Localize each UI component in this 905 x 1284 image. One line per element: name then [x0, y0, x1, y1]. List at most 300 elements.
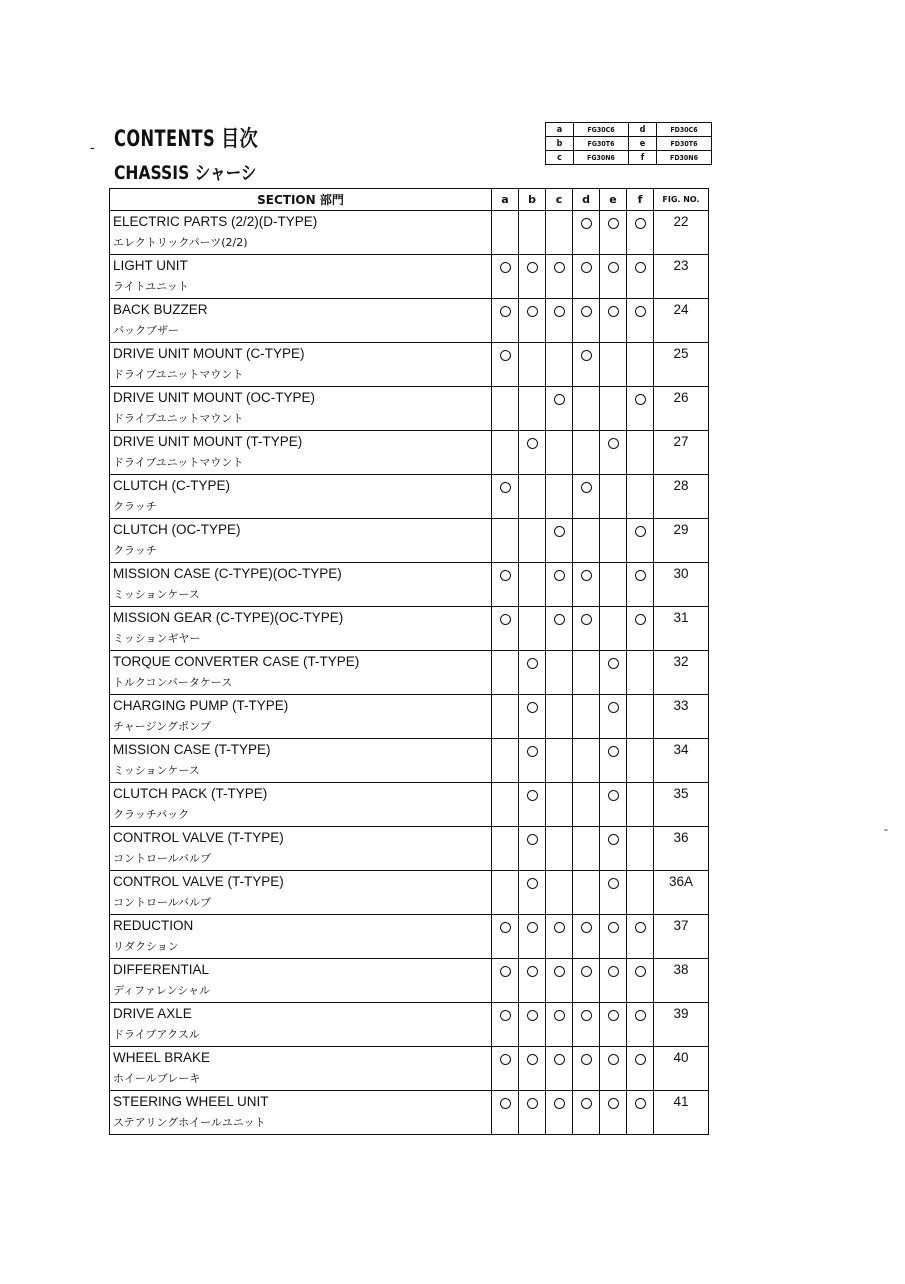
applicability-cell-e [600, 563, 627, 607]
fig-number: 40 [654, 1047, 709, 1091]
legend-row [546, 137, 712, 151]
applicable-circle-icon [500, 922, 511, 933]
table-row [110, 915, 709, 959]
applicability-cell-e [600, 387, 627, 431]
applicability-cell-d [573, 1047, 600, 1091]
section-cell [110, 1003, 492, 1047]
section-name-en: ELECTRIC PARTS (2/2)(D-TYPE) [113, 214, 318, 229]
fig-number: 37 [654, 915, 709, 959]
applicable-circle-icon [581, 614, 592, 625]
section-name-jp: クラッチ [113, 544, 157, 557]
table-row [110, 211, 709, 255]
fig-number: 29 [654, 519, 709, 563]
table-row [110, 475, 709, 519]
section-cell [110, 827, 492, 871]
fig-number: 33 [654, 695, 709, 739]
table-row [110, 739, 709, 783]
applicability-cell-a [492, 695, 519, 739]
table-row [110, 299, 709, 343]
applicability-cell-d [573, 299, 600, 343]
applicability-cell-a [492, 959, 519, 1003]
applicable-circle-icon [608, 702, 619, 713]
applicability-cell-c [546, 827, 573, 871]
applicability-cell-a [492, 475, 519, 519]
section-cell [110, 343, 492, 387]
applicability-cell-a [492, 387, 519, 431]
applicability-cell-b [519, 783, 546, 827]
applicability-cell-c [546, 343, 573, 387]
applicability-cell-f [627, 827, 654, 871]
applicability-cell-d [573, 475, 600, 519]
section-cell [110, 387, 492, 431]
applicability-cell-e [600, 1003, 627, 1047]
section-name-en: DIFFERENTIAL [113, 962, 210, 977]
applicable-circle-icon [581, 1098, 592, 1109]
applicability-cell-c [546, 783, 573, 827]
section-name-jp: ディファレンシャル [113, 984, 211, 997]
applicability-cell-e [600, 959, 627, 1003]
applicability-cell-a [492, 783, 519, 827]
legend-model: FG30T6 [574, 137, 629, 151]
applicability-cell-b [519, 563, 546, 607]
fig-number: 27 [654, 431, 709, 475]
applicability-cell-f [627, 915, 654, 959]
applicability-cell-e [600, 519, 627, 563]
section-name-jp: ドライブユニットマウント [113, 412, 244, 425]
table-row [110, 387, 709, 431]
applicable-circle-icon [635, 922, 646, 933]
applicable-circle-icon [500, 570, 511, 581]
applicability-cell-c [546, 1047, 573, 1091]
applicable-circle-icon [500, 262, 511, 273]
fig-no-header: FIG. NO. [654, 189, 709, 211]
section-cell [110, 651, 492, 695]
applicability-cell-d [573, 343, 600, 387]
applicable-circle-icon [581, 218, 592, 229]
table-row [110, 1003, 709, 1047]
section-name-en: CLUTCH (OC-TYPE) [113, 522, 241, 537]
applicable-circle-icon [554, 966, 565, 977]
applicability-cell-c [546, 915, 573, 959]
applicability-cell-a [492, 1091, 519, 1135]
applicability-cell-e [600, 607, 627, 651]
section-cell [110, 871, 492, 915]
table-row [110, 431, 709, 475]
legend-row [546, 123, 712, 137]
applicable-circle-icon [527, 966, 538, 977]
section-cell [110, 563, 492, 607]
applicability-cell-d [573, 783, 600, 827]
applicability-cell-a [492, 431, 519, 475]
applicable-circle-icon [527, 834, 538, 845]
applicability-cell-d [573, 871, 600, 915]
legend-key: f [629, 151, 657, 165]
applicable-circle-icon [581, 1054, 592, 1065]
applicable-circle-icon [581, 482, 592, 493]
applicability-cell-d [573, 1091, 600, 1135]
fig-number: 30 [654, 563, 709, 607]
applicability-cell-e [600, 431, 627, 475]
applicable-circle-icon [527, 746, 538, 757]
applicable-circle-icon [527, 1054, 538, 1065]
applicable-circle-icon [608, 878, 619, 889]
applicability-cell-f [627, 563, 654, 607]
applicability-cell-c [546, 959, 573, 1003]
applicable-circle-icon [608, 922, 619, 933]
applicability-cell-a [492, 519, 519, 563]
applicability-cell-f [627, 211, 654, 255]
applicability-cell-b [519, 343, 546, 387]
applicability-cell-e [600, 1047, 627, 1091]
section-name-jp: チャージングポンプ [113, 720, 211, 733]
section-cell [110, 211, 492, 255]
legend-key: a [546, 123, 574, 137]
applicability-cell-d [573, 431, 600, 475]
applicability-cell-e [600, 695, 627, 739]
applicability-cell-c [546, 255, 573, 299]
applicable-circle-icon [635, 1054, 646, 1065]
fig-number: 31 [654, 607, 709, 651]
section-cell [110, 431, 492, 475]
section-cell [110, 1047, 492, 1091]
applicability-cell-d [573, 387, 600, 431]
section-cell [110, 783, 492, 827]
applicability-cell-c [546, 519, 573, 563]
section-cell [110, 959, 492, 1003]
table-row [110, 343, 709, 387]
applicability-cell-c [546, 739, 573, 783]
applicability-cell-a [492, 299, 519, 343]
legend-model: FG30C6 [574, 123, 629, 137]
applicability-cell-e [600, 915, 627, 959]
legend-model: FD30N6 [657, 151, 712, 165]
applicable-circle-icon [500, 350, 511, 361]
applicability-cell-a [492, 607, 519, 651]
section-name-jp: ドライブアクスル [113, 1028, 200, 1041]
applicability-cell-b [519, 211, 546, 255]
table-row [110, 783, 709, 827]
col-header-b: b [519, 189, 546, 211]
applicability-cell-f [627, 343, 654, 387]
applicable-circle-icon [500, 482, 511, 493]
applicable-circle-icon [581, 1010, 592, 1021]
applicability-cell-a [492, 343, 519, 387]
applicability-cell-c [546, 695, 573, 739]
table-row [110, 827, 709, 871]
applicable-circle-icon [554, 394, 565, 405]
applicability-cell-a [492, 563, 519, 607]
applicable-circle-icon [527, 1010, 538, 1021]
section-name-jp: ミッションギヤー [113, 632, 201, 645]
section-name-en: MISSION CASE (C-TYPE)(OC-TYPE) [113, 566, 342, 581]
applicable-circle-icon [500, 614, 511, 625]
section-name-en: STEERING WHEEL UNIT [113, 1094, 269, 1109]
applicable-circle-icon [554, 922, 565, 933]
legend-key: d [629, 123, 657, 137]
applicability-cell-f [627, 651, 654, 695]
applicability-cell-e [600, 871, 627, 915]
applicable-circle-icon [554, 1098, 565, 1109]
applicability-cell-f [627, 431, 654, 475]
applicable-circle-icon [608, 1098, 619, 1109]
fig-number: 24 [654, 299, 709, 343]
applicability-cell-f [627, 607, 654, 651]
table-row [110, 607, 709, 651]
applicable-circle-icon [554, 306, 565, 317]
section-name-jp: コントロールバルブ [113, 896, 212, 909]
table-header-row [110, 189, 709, 211]
applicable-circle-icon [527, 878, 538, 889]
applicable-circle-icon [554, 570, 565, 581]
table-row [110, 1091, 709, 1135]
applicability-cell-b [519, 1003, 546, 1047]
applicability-cell-f [627, 871, 654, 915]
table-row [110, 651, 709, 695]
table-row [110, 695, 709, 739]
applicability-cell-a [492, 211, 519, 255]
applicability-cell-f [627, 387, 654, 431]
applicability-cell-d [573, 607, 600, 651]
applicability-cell-b [519, 387, 546, 431]
section-name-en: WHEEL BRAKE [113, 1050, 211, 1065]
applicability-cell-b [519, 431, 546, 475]
applicability-cell-a [492, 739, 519, 783]
applicable-circle-icon [527, 1098, 538, 1109]
applicable-circle-icon [608, 790, 619, 801]
applicability-cell-e [600, 739, 627, 783]
section-name-en: CLUTCH PACK (T-TYPE) [113, 786, 268, 801]
applicable-circle-icon [608, 218, 619, 229]
applicability-cell-e [600, 211, 627, 255]
applicability-cell-b [519, 651, 546, 695]
applicability-cell-f [627, 1047, 654, 1091]
applicable-circle-icon [527, 438, 538, 449]
contents-table [109, 188, 709, 1135]
applicable-circle-icon [527, 790, 538, 801]
applicable-circle-icon [554, 614, 565, 625]
applicability-cell-d [573, 519, 600, 563]
legend-row [546, 151, 712, 165]
applicability-cell-e [600, 783, 627, 827]
fig-number: 28 [654, 475, 709, 519]
legend-model: FD30T6 [657, 137, 712, 151]
section-header: SECTION 部門 [110, 189, 492, 211]
section-cell [110, 607, 492, 651]
applicability-cell-f [627, 299, 654, 343]
applicable-circle-icon [500, 1054, 511, 1065]
applicable-circle-icon [554, 262, 565, 273]
section-name-en: CHARGING PUMP (T-TYPE) [113, 698, 289, 713]
applicability-cell-f [627, 255, 654, 299]
applicable-circle-icon [635, 966, 646, 977]
applicable-circle-icon [608, 658, 619, 669]
col-header-c: c [546, 189, 573, 211]
applicability-cell-c [546, 475, 573, 519]
applicable-circle-icon [635, 570, 646, 581]
section-name-en: MISSION CASE (T-TYPE) [113, 742, 271, 757]
fig-number: 38 [654, 959, 709, 1003]
applicability-cell-c [546, 607, 573, 651]
legend-key: c [546, 151, 574, 165]
applicable-circle-icon [581, 262, 592, 273]
applicability-cell-b [519, 519, 546, 563]
applicability-cell-b [519, 695, 546, 739]
applicability-cell-f [627, 1003, 654, 1047]
col-header-e: e [600, 189, 627, 211]
applicable-circle-icon [527, 702, 538, 713]
section-name-jp: ミッションケース [113, 764, 200, 777]
applicable-circle-icon [608, 262, 619, 273]
section-cell [110, 519, 492, 563]
applicability-cell-c [546, 1091, 573, 1135]
section-name-jp: トルクコンバータケース [113, 676, 233, 689]
fig-number: 34 [654, 739, 709, 783]
fig-number: 23 [654, 255, 709, 299]
applicability-cell-e [600, 255, 627, 299]
applicability-cell-b [519, 475, 546, 519]
applicability-cell-e [600, 827, 627, 871]
applicability-cell-a [492, 827, 519, 871]
table-row [110, 871, 709, 915]
applicability-cell-a [492, 1003, 519, 1047]
applicable-circle-icon [527, 658, 538, 669]
fig-number: 35 [654, 783, 709, 827]
section-name-en: DRIVE AXLE [113, 1006, 192, 1021]
applicable-circle-icon [581, 350, 592, 361]
applicability-cell-f [627, 959, 654, 1003]
section-name-jp: ドライブユニットマウント [113, 456, 244, 469]
applicability-cell-d [573, 1003, 600, 1047]
applicability-cell-b [519, 299, 546, 343]
applicable-circle-icon [527, 922, 538, 933]
table-row [110, 255, 709, 299]
applicability-cell-c [546, 211, 573, 255]
applicable-circle-icon [635, 614, 646, 625]
applicability-cell-f [627, 695, 654, 739]
section-name-jp: クラッチパック [113, 808, 190, 821]
applicable-circle-icon [500, 1010, 511, 1021]
section-cell [110, 475, 492, 519]
table-row [110, 959, 709, 1003]
applicable-circle-icon [635, 394, 646, 405]
applicability-cell-e [600, 651, 627, 695]
applicability-cell-b [519, 739, 546, 783]
section-name-jp: ホイールブレーキ [113, 1072, 201, 1085]
section-cell [110, 695, 492, 739]
applicability-cell-d [573, 827, 600, 871]
margin-mark: - [884, 822, 888, 836]
applicability-cell-e [600, 299, 627, 343]
section-name-en: BACK BUZZER [113, 302, 208, 317]
applicability-cell-d [573, 695, 600, 739]
section-name-en: REDUCTION [113, 918, 194, 933]
applicability-cell-c [546, 299, 573, 343]
page-title: CONTENTS 目次 [114, 127, 259, 152]
col-header-d: d [573, 189, 600, 211]
applicability-cell-b [519, 1091, 546, 1135]
applicability-cell-d [573, 915, 600, 959]
applicable-circle-icon [554, 526, 565, 537]
applicability-cell-e [600, 343, 627, 387]
applicability-cell-c [546, 871, 573, 915]
section-name-jp: エレクトリックパーツ(2/2) [113, 236, 248, 249]
applicability-cell-a [492, 651, 519, 695]
fig-number: 25 [654, 343, 709, 387]
col-header-f: f [627, 189, 654, 211]
section-name-en: MISSION GEAR (C-TYPE)(OC-TYPE) [113, 610, 344, 625]
applicable-circle-icon [635, 526, 646, 537]
section-cell [110, 739, 492, 783]
applicable-circle-icon [635, 1010, 646, 1021]
applicable-circle-icon [500, 306, 511, 317]
applicability-cell-b [519, 607, 546, 651]
section-name-jp: ドライブユニットマウント [113, 368, 244, 381]
applicability-cell-b [519, 959, 546, 1003]
section-name-en: CONTROL VALVE (T-TYPE) [113, 874, 284, 889]
margin-mark: - [90, 139, 95, 155]
applicable-circle-icon [581, 570, 592, 581]
section-cell [110, 1091, 492, 1135]
applicability-cell-e [600, 1091, 627, 1135]
applicability-cell-b [519, 255, 546, 299]
section-name-en: DRIVE UNIT MOUNT (OC-TYPE) [113, 390, 316, 405]
applicability-cell-d [573, 211, 600, 255]
section-name-jp: クラッチ [113, 500, 157, 513]
applicability-cell-f [627, 1091, 654, 1135]
applicability-cell-f [627, 475, 654, 519]
applicability-cell-c [546, 431, 573, 475]
fig-number: 22 [654, 211, 709, 255]
section-name-jp: リダクション [113, 940, 179, 953]
applicability-cell-a [492, 1047, 519, 1091]
applicability-cell-d [573, 651, 600, 695]
table-row [110, 1047, 709, 1091]
section-name-jp: ライトユニット [113, 280, 189, 293]
applicable-circle-icon [608, 306, 619, 317]
applicable-circle-icon [608, 438, 619, 449]
section-name-jp: バックブザー [113, 324, 179, 337]
applicable-circle-icon [527, 306, 538, 317]
section-name-en: DRIVE UNIT MOUNT (C-TYPE) [113, 346, 305, 361]
section-name-jp: ミッションケース [113, 588, 200, 601]
applicability-cell-a [492, 255, 519, 299]
applicable-circle-icon [581, 966, 592, 977]
applicable-circle-icon [527, 262, 538, 273]
applicability-cell-b [519, 871, 546, 915]
fig-number: 36A [654, 871, 709, 915]
applicability-cell-c [546, 1003, 573, 1047]
model-legend [545, 122, 712, 165]
section-cell [110, 299, 492, 343]
section-cell [110, 255, 492, 299]
fig-number: 32 [654, 651, 709, 695]
applicability-cell-a [492, 871, 519, 915]
applicability-cell-b [519, 827, 546, 871]
section-cell [110, 915, 492, 959]
applicable-circle-icon [635, 1098, 646, 1109]
page-subtitle: CHASSIS シャーシ [114, 162, 257, 184]
applicability-cell-f [627, 519, 654, 563]
applicability-cell-b [519, 1047, 546, 1091]
section-name-en: TORQUE CONVERTER CASE (T-TYPE) [113, 654, 360, 669]
legend-key: e [629, 137, 657, 151]
applicability-cell-b [519, 915, 546, 959]
applicable-circle-icon [608, 746, 619, 757]
applicability-cell-d [573, 739, 600, 783]
col-header-a: a [492, 189, 519, 211]
table-row [110, 519, 709, 563]
applicable-circle-icon [635, 218, 646, 229]
